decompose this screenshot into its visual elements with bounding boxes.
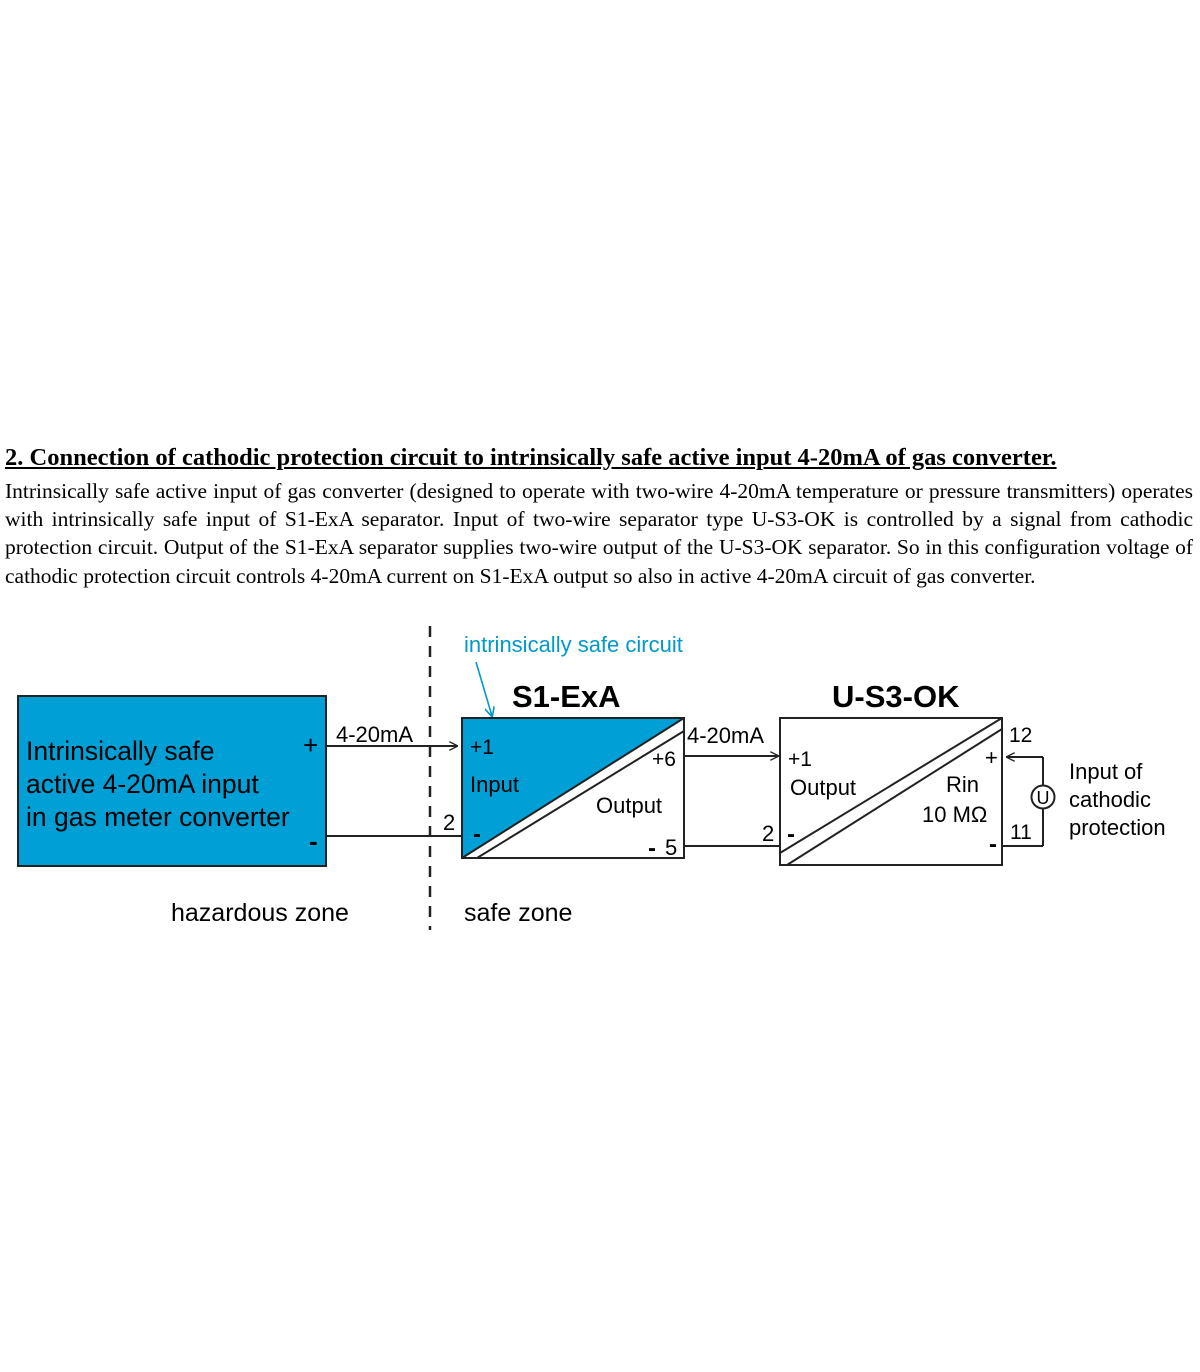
converter-label-line-3: in gas meter converter bbox=[26, 802, 290, 832]
terminal-12: 12 bbox=[1009, 724, 1033, 747]
wire-label-4-20ma-1: 4-20mA bbox=[336, 722, 414, 747]
source-label-line-2: cathodic bbox=[1069, 787, 1151, 812]
safe-zone-label: safe zone bbox=[464, 899, 573, 927]
description-paragraph: Intrinsically safe active input of gas converter (designed to operate with two-wire 4-20mA temperature or pressure transmitters) operates with intrinsically safe input of S1-ExA separator. Input of two-wire separator type U-S3-OK is controlled by a signal from cathodic protection circuit. Output of the S1-ExA separator supplies two-wire output of the U-S3-OK separator. So in this configuration voltage of cathodic protection circuit controls 4-20mA current on S1-ExA output so also in active 4-20mA circuit of gas converter. bbox=[5, 479, 1193, 588]
hazardous-zone-label: hazardous zone bbox=[171, 899, 349, 927]
u-s3-ok-out-minus: - bbox=[787, 821, 795, 848]
source-label-line-1: Input of bbox=[1069, 759, 1143, 784]
u-s3-ok-out-plus: +1 bbox=[788, 748, 812, 771]
u-s3-ok-in-plus: + bbox=[985, 745, 998, 770]
gas-meter-converter-box bbox=[18, 696, 326, 866]
converter-minus: - bbox=[309, 826, 318, 856]
intrinsically-safe-arrow bbox=[476, 662, 492, 716]
u-s3-ok-box bbox=[762, 679, 1002, 865]
wire-label-4-20ma-2: 4-20mA bbox=[687, 723, 765, 748]
u-s3-ok-term-2: 2 bbox=[762, 821, 775, 846]
s1-exa-in-plus: +1 bbox=[470, 736, 494, 759]
s1-exa-input-label: Input bbox=[470, 772, 519, 797]
u-s3-ok-in-minus: - bbox=[989, 831, 997, 858]
u-s3-ok-output-label: Output bbox=[790, 775, 857, 800]
source-label-line-3: protection bbox=[1069, 815, 1166, 840]
s1-exa-out-minus-num: 5 bbox=[665, 835, 678, 860]
u-s3-ok-title: U-S3-OK bbox=[832, 679, 960, 714]
intrinsically-safe-label: intrinsically safe circuit bbox=[464, 632, 683, 657]
terminal-11: 11 bbox=[1010, 821, 1032, 844]
voltage-source-letter: U bbox=[1036, 788, 1050, 808]
s1-exa-output-label: Output bbox=[596, 793, 663, 818]
section-heading: 2. Connection of cathodic protection circuit to intrinsically safe active input 4-20mA of gas converter. bbox=[5, 444, 1057, 471]
s1-exa-out-plus: +6 bbox=[652, 748, 676, 771]
s1-exa-in-minus: - bbox=[473, 821, 481, 848]
u-s3-ok-rin: Rin bbox=[946, 772, 980, 797]
converter-label-line-1: Intrinsically safe bbox=[26, 736, 215, 766]
terminal-2-s1exa: 2 bbox=[443, 810, 456, 835]
converter-plus: + bbox=[303, 730, 319, 760]
converter-label-line-2: active 4-20mA input bbox=[26, 769, 259, 799]
connection-diagram bbox=[0, 620, 1200, 940]
s1-exa-title: S1-ExA bbox=[512, 679, 621, 714]
s1-exa-out-minus: - bbox=[648, 835, 656, 862]
u-s3-ok-rin-value: 10 MΩ bbox=[922, 802, 988, 827]
s1-exa-box bbox=[462, 679, 684, 862]
